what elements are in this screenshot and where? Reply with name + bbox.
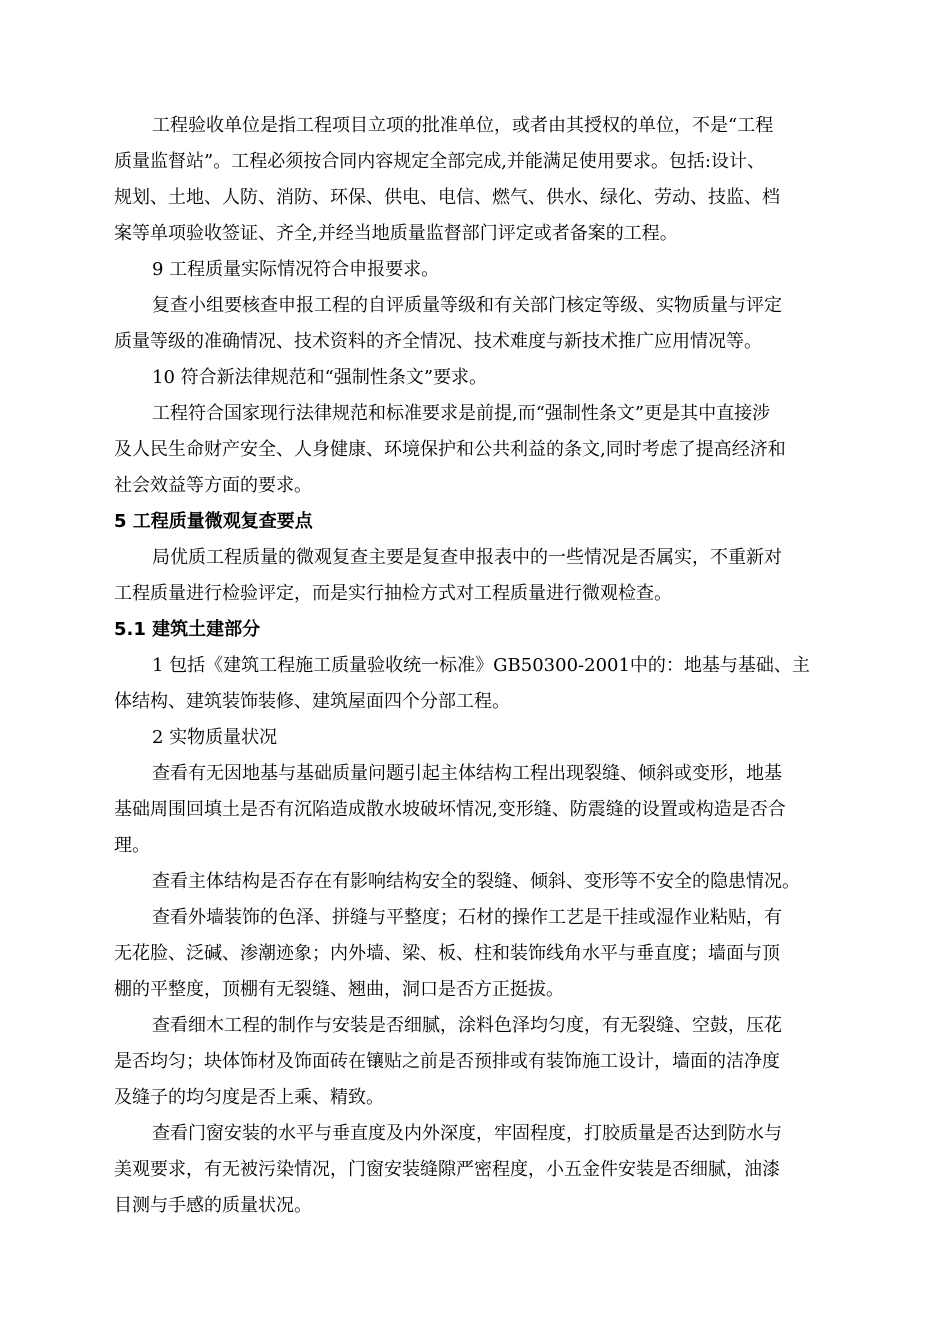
paragraph-line: 局优质工程质量的微观复查主要是复查申报表中的一些情况是否属实，不重新对 — [152, 547, 782, 568]
paragraph-line: 查看外墙装饰的色泽、拼缝与平整度；石材的操作工艺是干挂或湿作业粘贴，有 — [152, 907, 782, 928]
paragraph-line: 是否均匀；块体饰材及饰面砖在镶贴之前是否预排或有装饰施工设计，墙面的洁净度 — [114, 1051, 780, 1072]
paragraph-line: 复查小组要核查申报工程的自评质量等级和有关部门核定等级、实物质量与评定 — [152, 295, 782, 316]
paragraph-line: 棚的平整度，顶棚有无裂缝、翘曲，洞口是否方正挺拔。 — [114, 979, 564, 1000]
paragraph-line: 2 实物质量状况 — [152, 727, 278, 748]
paragraph-line: 无花脸、泛碱、渗潮迹象；内外墙、梁、板、柱和装饰线角水平与垂直度；墙面与顶 — [114, 943, 780, 964]
paragraph-line: 质量等级的准确情况、技术资料的齐全情况、技术难度与新技术推广应用情况等。 — [114, 331, 762, 352]
paragraph-line: 查看门窗安装的水平与垂直度及内外深度，牢固程度，打胶质量是否达到防水与 — [152, 1123, 782, 1144]
paragraph-line: 10 符合新法律规范和“强制性条文”要求。 — [152, 367, 488, 388]
paragraph-line: 质量监督站”。工程必须按合同内容规定全部完成,并能满足使用要求。包括:设计、 — [114, 151, 765, 172]
subsection-heading: 5.1 建筑土建部分 — [114, 619, 261, 640]
paragraph-line: 工程质量进行检验评定，而是实行抽检方式对工程质量进行微观检查。 — [114, 583, 672, 604]
paragraph-line: 查看细木工程的制作与安装是否细腻，涂料色泽均匀度，有无裂缝、空鼓，压花 — [152, 1015, 782, 1036]
paragraph-line: 及缝子的均匀度是否上乘、精致。 — [114, 1087, 384, 1108]
paragraph-line: 理。 — [114, 835, 150, 856]
paragraph-line: 查看主体结构是否存在有影响结构安全的裂缝、倾斜、变形等不安全的隐患情况。 — [152, 871, 800, 892]
paragraph-line: 查看有无因地基与基础质量问题引起主体结构工程出现裂缝、倾斜或变形，地基 — [152, 763, 782, 784]
section-heading: 5 工程质量微观复查要点 — [114, 511, 313, 532]
paragraph-line: 9 工程质量实际情况符合申报要求。 — [152, 259, 440, 280]
paragraph-line: 社会效益等方面的要求。 — [114, 475, 312, 496]
paragraph-line: 工程验收单位是指工程项目立项的批准单位，或者由其授权的单位，不是“工程 — [152, 115, 774, 136]
paragraph-line: 及人民生命财产安全、人身健康、环境保护和公共利益的条文,同时考虑了提高经济和 — [114, 439, 786, 460]
paragraph-line: 基础周围回填土是否有沉陷造成散水坡破坏情况,变形缝、防震缝的设置或构造是否合 — [114, 799, 786, 820]
paragraph-line: 规划、土地、人防、消防、环保、供电、电信、燃气、供水、绿化、劳动、技监、档 — [114, 187, 780, 208]
paragraph-line: 工程符合国家现行法律规范和标准要求是前提,而“强制性条文”更是其中直接涉 — [152, 403, 771, 424]
paragraph-line: 体结构、建筑装饰装修、建筑屋面四个分部工程。 — [114, 691, 510, 712]
paragraph-line: 目测与手感的质量状况。 — [114, 1195, 312, 1216]
paragraph-line: 美观要求，有无被污染情况，门窗安装缝隙严密程度，小五金件安装是否细腻，油漆 — [114, 1159, 780, 1180]
paragraph-line: 案等单项验收签证、齐全,并经当地质量监督部门评定或者备案的工程。 — [114, 223, 678, 244]
paragraph-line: 1 包括《建筑工程施工质量验收统一标准》GB50300-2001中的：地基与基础、主 — [152, 655, 810, 676]
